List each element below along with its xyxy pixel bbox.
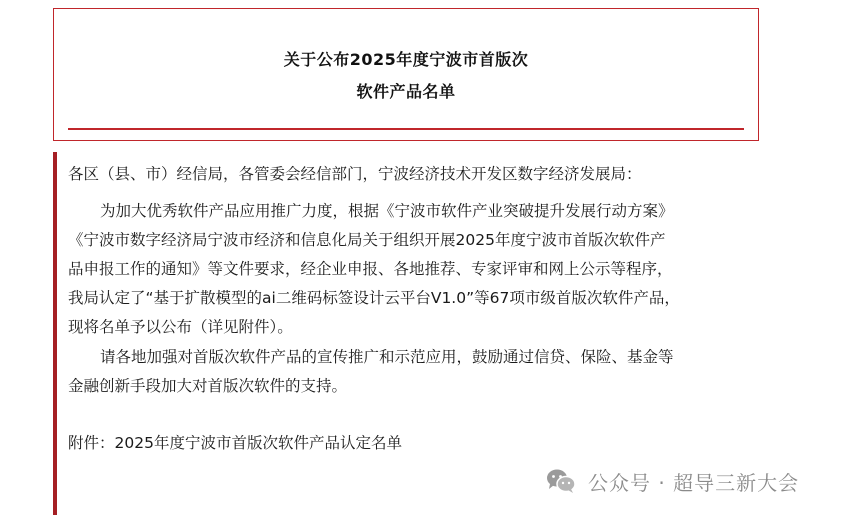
attachment-line: 附件：2025年度宁波市首版次软件产品认定名单: [68, 434, 402, 452]
paragraph-line: 请各地加强对首版次软件产品的宣传推广和示范应用，鼓励通过信贷、保险、基金等: [100, 348, 674, 366]
watermark: [546, 466, 799, 496]
title-line-1: 关于公布2025年度宁波市首版次: [283, 50, 529, 69]
title-divider: [68, 128, 744, 130]
paragraph-line: 为加大优秀软件产品应用推广力度，根据《宁波市软件产业突破提升发展行动方案》: [100, 202, 674, 220]
title-line-2: 软件产品名单: [356, 82, 456, 101]
title-box: [53, 8, 759, 141]
watermark-text: 公众号 · 超导三新大会: [588, 470, 800, 495]
paragraph-line: 《宁波市数字经济局宁波市经济和信息化局关于组织开展2025年度宁波市首版次软件产: [68, 231, 666, 249]
paragraph-line: 我局认定了“基于扩散模型的ai二维码标签设计云平台V1.0”等67项市级首版次软件产品，: [68, 289, 680, 307]
paragraph-line: 现将名单予以公布（详见附件）。: [68, 318, 293, 336]
paragraph-line: 金融创新手段加大对首版次软件的支持。: [68, 377, 348, 395]
wechat-icon: [546, 468, 576, 494]
paragraph-line: 品申报工作的通知》等文件要求，经企业申报、各地推荐、专家评审和网上公示等程序，: [68, 260, 673, 278]
salutation: 各区（县、市）经信局，各管委会经信部门，宁波经济技术开发区数字经济发展局：: [68, 165, 642, 183]
body-accent-bar: [53, 152, 57, 515]
